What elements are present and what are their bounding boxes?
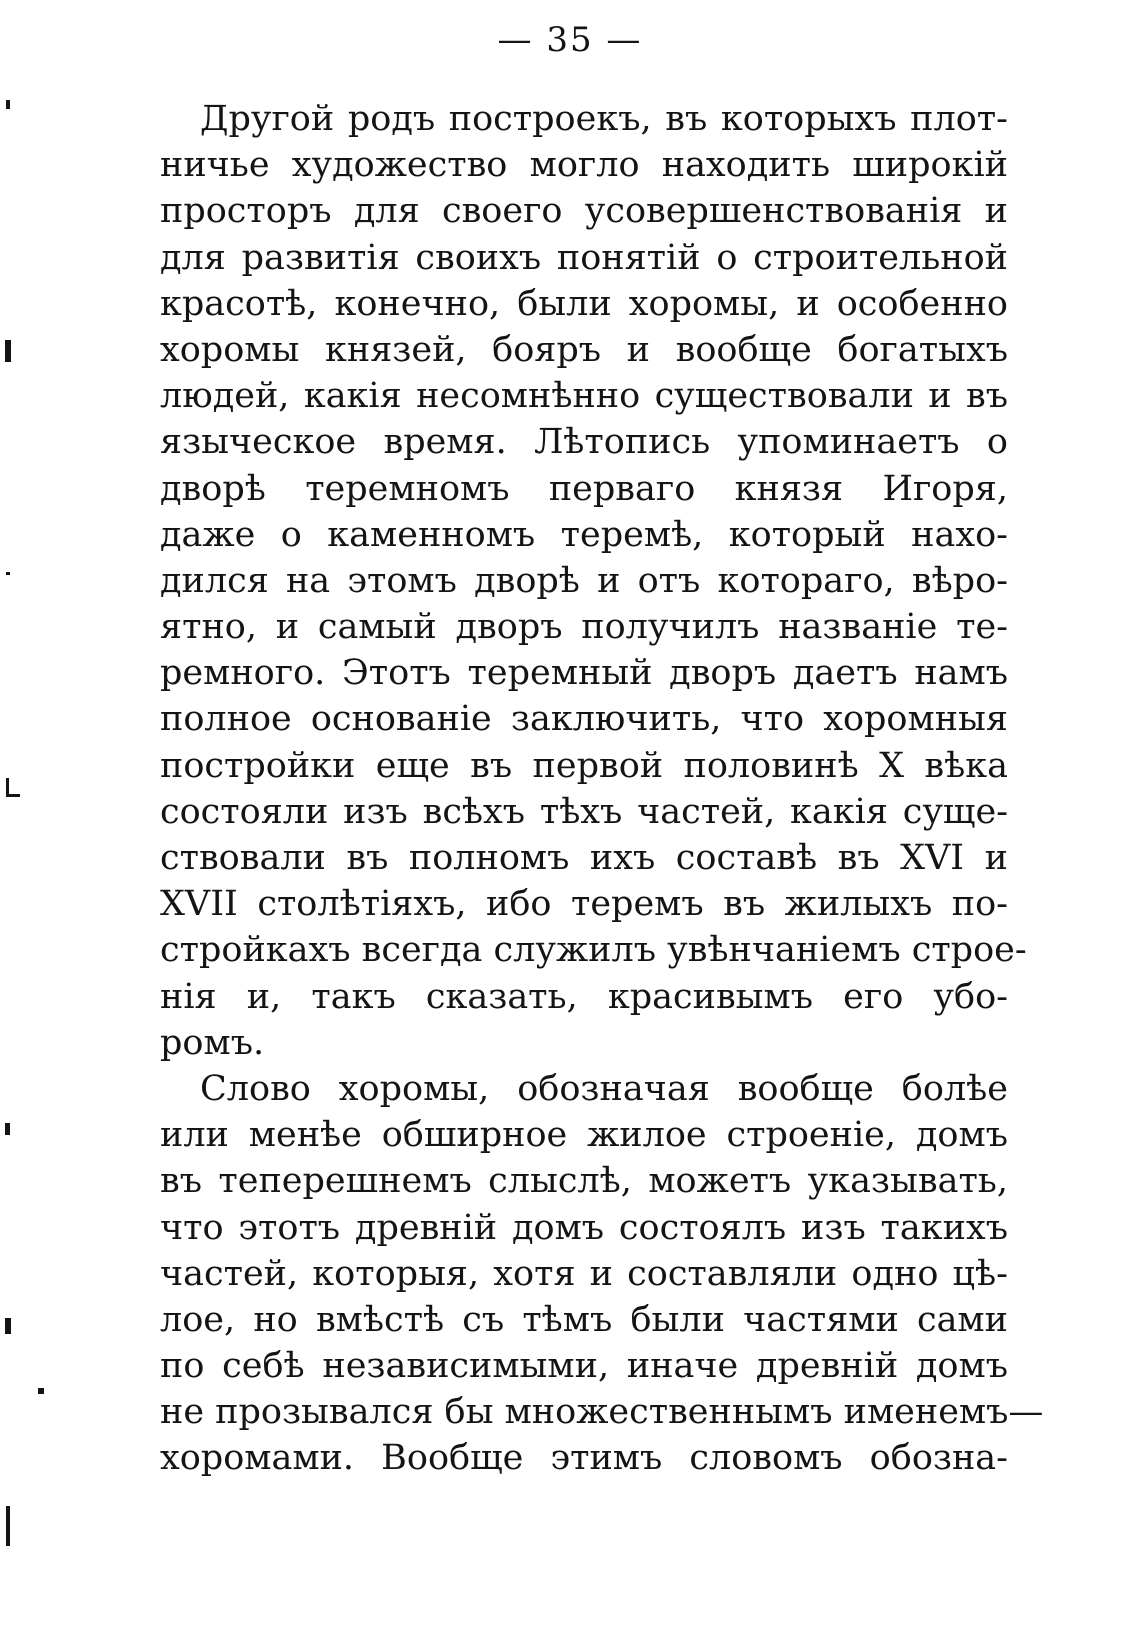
text-line: по себѣ независимыми, иначе древній домъ	[160, 1346, 1008, 1387]
scan-mark	[6, 794, 20, 797]
text-line: лое, но вмѣстѣ съ тѣмъ были частями сами	[160, 1299, 1008, 1340]
scan-mark	[5, 1123, 10, 1135]
body-text	[160, 96, 1044, 1482]
text-line: или менѣе обширное жилое строеніе, домъ	[160, 1115, 1008, 1156]
scan-mark	[5, 1318, 11, 1334]
text-line: просторъ для своего усовершенствованія и	[160, 191, 1008, 232]
text-line: состояли изъ всѣхъ тѣхъ частей, какія суще-	[160, 791, 1008, 832]
scan-mark	[38, 1388, 44, 1394]
text-line: людей, какія несомнѣнно существовали и въ	[160, 376, 1008, 417]
text-line: ствовали въ полномъ ихъ составѣ въ XVI и	[160, 838, 1008, 878]
scan-mark	[6, 1506, 10, 1546]
text-line: хоромы князей, бояръ и вообще богатыхъ	[160, 329, 1008, 370]
text-line: языческое время. Лѣтопись упоминаетъ о	[160, 422, 1008, 463]
page-number: — 35 —	[497, 20, 643, 60]
scan-mark	[5, 340, 11, 362]
text-line: частей, которыя, хотя и составляли одно цѣ-	[160, 1253, 1008, 1294]
text-line: ятно, и самый дворъ получилъ названіе те-	[160, 607, 1008, 648]
text-line: хоромами. Вообще этимъ словомъ обозна-	[160, 1438, 1008, 1479]
text-line: для развитія своихъ понятій о строительной	[160, 237, 1008, 278]
text-line: ничье художество могло находить широкій	[160, 145, 1008, 186]
text-line: ремного. Этотъ теремный дворъ даетъ намъ	[160, 653, 1008, 694]
text-line: не прозывался бы множественнымъ именемъ—	[160, 1392, 1044, 1433]
text-line: что этотъ древній домъ состоялъ изъ такихъ	[160, 1207, 1008, 1248]
text-line: красотѣ, конечно, были хоромы, и особенно	[160, 283, 1008, 324]
text-line: ромъ.	[160, 1022, 265, 1063]
text-line: стройкахъ всегда служилъ увѣнчаніемъ строе-	[160, 930, 1027, 971]
text-line: XVII столѣтіяхъ, ибо теремъ въ жилыхъ по-	[160, 884, 1008, 925]
text-line: дился на этомъ дворѣ и отъ котораго, вѣро-	[160, 560, 1008, 601]
scan-mark	[6, 572, 10, 575]
text-line: даже о каменномъ теремѣ, который нахо-	[160, 514, 1008, 555]
text-line: Слово хоромы, обозначая вообще болѣе	[200, 1068, 1008, 1109]
text-line: дворѣ теремномъ перваго князя Игоря,	[160, 468, 1008, 509]
text-line: полное основаніе заключить, что хоромныя	[160, 699, 1008, 740]
text-line: Другой родъ построекъ, въ которыхъ плот-	[200, 99, 1008, 139]
text-line: въ теперешнемъ слыслѣ, можетъ указывать,	[160, 1161, 1008, 1202]
scan-mark	[6, 100, 10, 109]
text-line: нія и, такъ сказать, красивымъ его убо-	[160, 976, 1008, 1017]
text-line: постройки еще въ первой половинѣ X вѣка	[160, 745, 1008, 786]
